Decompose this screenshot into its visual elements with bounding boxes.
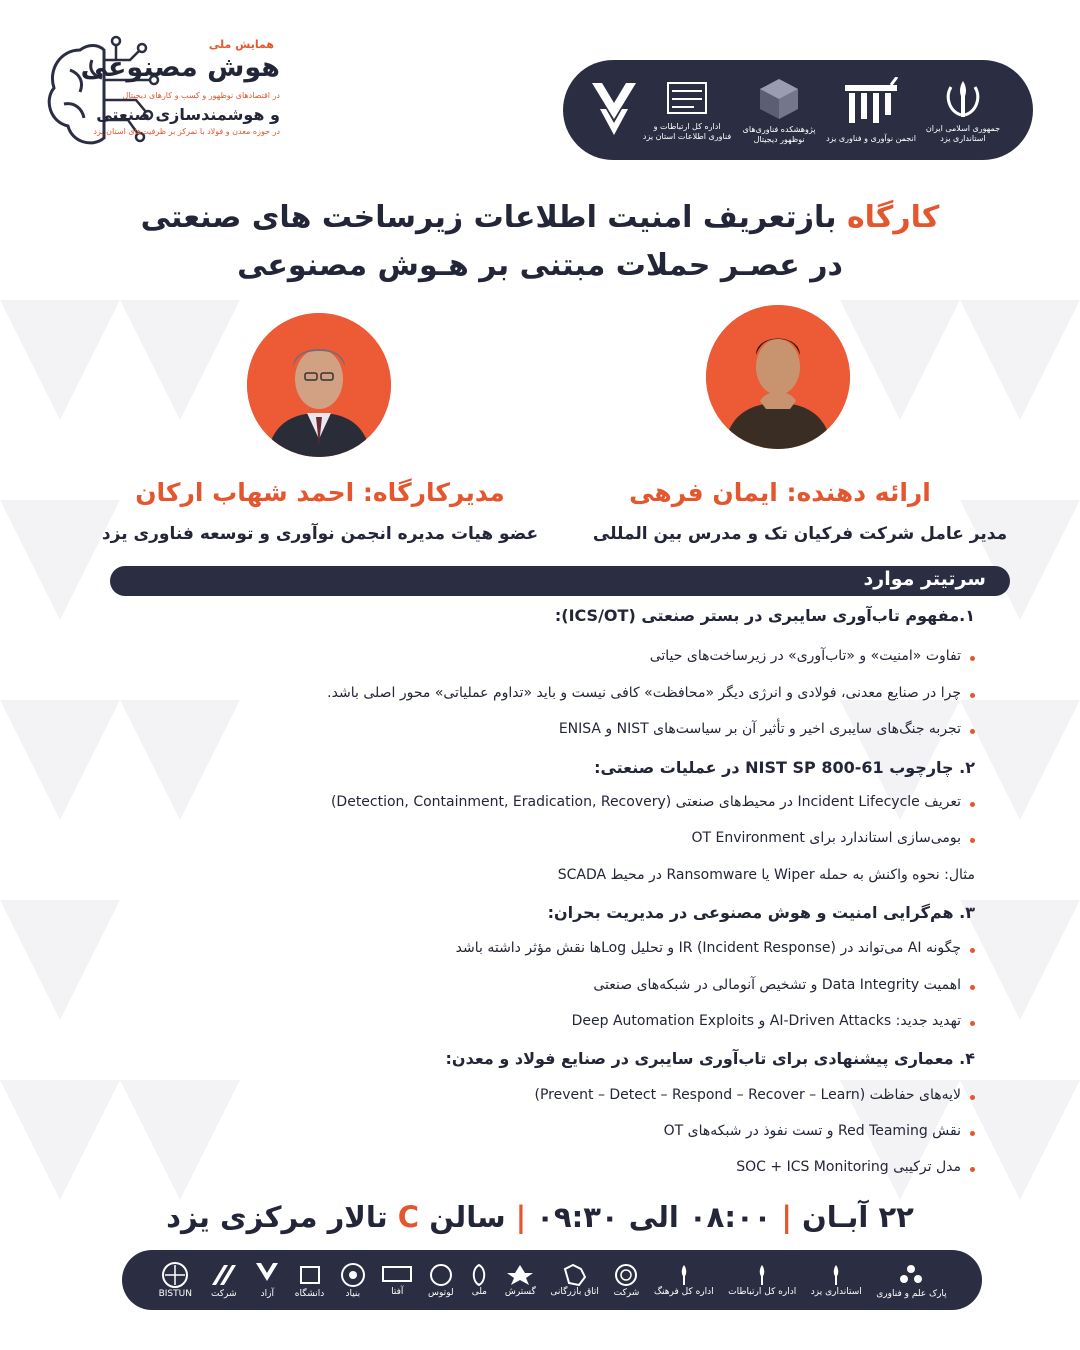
brand-main-title: هوش مصنوعی bbox=[80, 52, 280, 83]
agenda-bullet: چرا در صنایع معدنی، فولادی و انرژی دیگر «محافظت» کافی نیست و باید «تداوم عملیاتی» محور اصلی باشد. bbox=[60, 685, 975, 701]
agenda-note: مثال: نحوه واکنش به حمله Wiper یا Ransomware در محیط SCADA bbox=[557, 867, 975, 883]
research-inst-logo: پژوهشکده فناوری‌های نوظهور دیجیتال bbox=[734, 76, 824, 144]
emblem-small-icon bbox=[750, 1263, 774, 1287]
presenter-description: مدیر عامل شرکت فرکیان تک و مدرس بین المللی bbox=[592, 524, 1008, 544]
brand-small-title: همایش ملی bbox=[208, 38, 274, 51]
presenter-avatar bbox=[706, 305, 850, 449]
agenda-bullet: نقش Red Teaming و تست نفوذ در شبکه‌های OT bbox=[60, 1123, 975, 1139]
header-logo-bar bbox=[563, 60, 1033, 160]
science-park-icon bbox=[897, 1261, 925, 1289]
emblem-small-icon bbox=[824, 1263, 848, 1287]
manager-portrait-icon bbox=[247, 313, 391, 457]
leaf-icon bbox=[505, 1263, 535, 1287]
sponsor-logo: اداره کل فرهنگ bbox=[654, 1263, 714, 1297]
ict-office-logo: اداره کل ارتباطات و فناوری اطلاعات استان یزد bbox=[642, 79, 732, 141]
separator: | bbox=[781, 1200, 792, 1234]
brand-main-title-2: و هوشمندسازی صنعتی bbox=[96, 105, 280, 124]
manager-description: عضو هیات مدیره انجمن نوآوری و توسعه فناوری یزد bbox=[101, 524, 539, 544]
agenda-heading-2: ۲. چارچوب NIST SP 800-61 در عملیات صنعتی: bbox=[594, 758, 975, 777]
afta-icon bbox=[381, 1263, 413, 1287]
swirl-icon bbox=[468, 1263, 490, 1287]
event-hall-letter: C bbox=[397, 1200, 420, 1234]
iran-emblem-icon bbox=[941, 77, 985, 121]
conference-brand bbox=[40, 30, 300, 160]
event-info bbox=[60, 1200, 1020, 1234]
lotus-icon bbox=[428, 1262, 454, 1288]
sponsor-logo-bar bbox=[122, 1250, 982, 1310]
sponsor-logo: آزاد bbox=[254, 1261, 280, 1299]
sponsor-logo: اتاق بازرگانی bbox=[550, 1263, 599, 1297]
stripes-icon bbox=[208, 1261, 240, 1289]
agenda-heading-1: ۱.مفهوم تاب‌آوری سایبری در بستر صنعتی (ICS/OT): bbox=[554, 606, 975, 625]
agenda-bullet: تعریف Incident Lifecycle در محیط‌های صنعتی (Detection, Containment, Eradication, Recovery) bbox=[60, 794, 975, 810]
workshop-title-line-1 bbox=[60, 200, 1020, 235]
presenter-name: ارائه دهنده: ایمان فرهی bbox=[629, 478, 931, 507]
workshop-title-line-2: در عصـر حملات مبتنی بر هـوش مصنوعی bbox=[237, 248, 843, 283]
ict-office-icon bbox=[662, 79, 712, 119]
seal-icon bbox=[613, 1262, 639, 1288]
event-time: ۰۸:۰۰ الی ۰۹:۳۰ bbox=[536, 1200, 772, 1234]
manager-name: مدیرکارگاه: احمد شهاب ارکان bbox=[135, 478, 505, 507]
innovation-assoc-logo: انجمن نوآوری و فناوری یزد bbox=[826, 77, 916, 144]
brand-subtitle-2: در حوزه معدن و فولاد با تمرکز بر ظرفیت‌های استان یزد bbox=[93, 127, 280, 136]
agenda-bullet: تهدید جدید: AI-Driven Attacks و Deep Automation Exploits bbox=[60, 1013, 975, 1029]
agenda-bullet: لایه‌های حفاظت (Prevent – Detect – Respond – Recover – Learn) bbox=[60, 1087, 975, 1103]
sponsor-logo: آفتا bbox=[381, 1263, 413, 1297]
agenda-bullet: تجربه جنگ‌های سایبری اخیر و تأثیر آن بر سیاست‌های NIST و ENISA bbox=[60, 721, 975, 737]
agenda-heading-3: ۳. هم‌گرایی امنیت و هوش مصنوعی در مدیریت بحران: bbox=[547, 903, 975, 922]
sponsor-logo: BISTUN bbox=[157, 1261, 193, 1299]
azad-small-icon bbox=[254, 1261, 280, 1289]
agenda-bullet: اهمیت Data Integrity و تشخیص آنومالی در شبکه‌های صنعتی bbox=[60, 977, 975, 993]
flower-icon bbox=[339, 1261, 367, 1289]
sponsor-logo: پارک علم و فناوری bbox=[876, 1261, 946, 1299]
separator: | bbox=[515, 1200, 527, 1234]
iran-emblem-logo: جمهوری اسلامی ایران استانداری یزد bbox=[918, 77, 1008, 143]
sponsor-logo: شرکت bbox=[613, 1262, 639, 1298]
azad-university-logo bbox=[588, 79, 640, 142]
sponsor-logo: گسترش bbox=[505, 1263, 536, 1297]
university-icon bbox=[297, 1261, 323, 1289]
workshop-label: کارگاه bbox=[846, 200, 940, 235]
agenda-bullet: چگونه AI می‌تواند در IR (Incident Response) و تحلیل Logها نقش مؤثر داشته باشد bbox=[60, 940, 975, 956]
sponsor-logo: استانداری یزد bbox=[811, 1263, 862, 1297]
manager-avatar bbox=[247, 313, 391, 457]
agenda-title: سرتیتر موارد bbox=[863, 568, 986, 590]
event-venue: تالار مرکزی یزد bbox=[166, 1200, 388, 1234]
agenda-bullet: مدل ترکیبی SOC + ICS Monitoring bbox=[60, 1159, 975, 1175]
cube-icon bbox=[756, 76, 802, 122]
presenter-portrait-icon bbox=[706, 305, 850, 449]
sponsor-logo: شرکت bbox=[208, 1261, 240, 1299]
bistun-icon bbox=[157, 1261, 193, 1289]
azad-university-icon bbox=[588, 79, 640, 139]
workshop-title-text: بازتعریف امنیت اطلاعات زیرساخت های صنعتی bbox=[140, 200, 837, 235]
sponsor-logo: ملی bbox=[468, 1263, 490, 1297]
sponsor-logo: دانشگاه bbox=[295, 1261, 324, 1299]
emblem-small-icon bbox=[672, 1263, 696, 1287]
sponsor-logo: اداره کل ارتباطات bbox=[728, 1263, 796, 1297]
agenda-bullet: تفاوت «امنیت» و «تاب‌آوری» در زیرساخت‌های حیاتی bbox=[60, 648, 975, 664]
event-hall-prefix: سالن bbox=[429, 1200, 506, 1234]
map-icon bbox=[561, 1263, 589, 1287]
agenda-heading-4: ۴. معماری پیشنهادی برای تاب‌آوری سایبری در صنایع فولاد و معدن: bbox=[445, 1049, 975, 1068]
pillars-icon bbox=[841, 77, 901, 131]
agenda-header-bar bbox=[110, 566, 1010, 596]
sponsor-logo: بنیاد bbox=[339, 1261, 367, 1299]
agenda-bullet: بومی‌سازی استاندارد برای OT Environment bbox=[60, 830, 975, 846]
brand-subtitle-1: در اقتصادهای نوظهور و کسب و کارهای دیجیتال bbox=[122, 91, 280, 100]
event-date: ۲۲ آبـان bbox=[801, 1200, 914, 1234]
sponsor-logo: لوتوس bbox=[428, 1262, 454, 1298]
